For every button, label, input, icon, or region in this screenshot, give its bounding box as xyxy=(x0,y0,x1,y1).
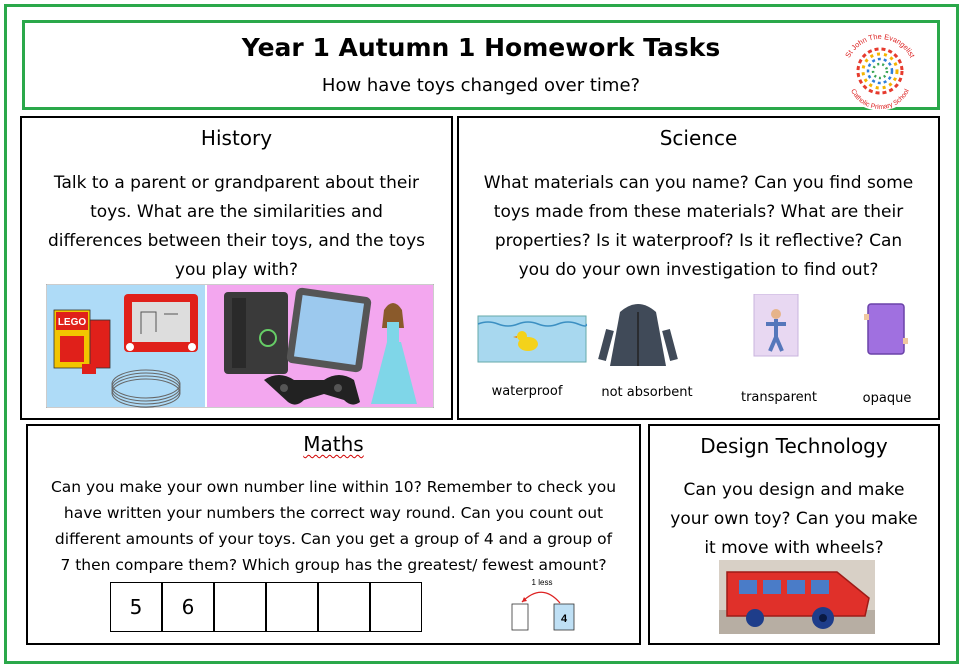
opaque-sheet-icon xyxy=(864,304,908,354)
history-line: differences between their toys, and the toys xyxy=(48,231,425,251)
science-line: What materials can you name? Can you find some xyxy=(483,173,914,193)
dt-text xyxy=(654,476,934,563)
material-label-waterproof: waterproof xyxy=(491,384,563,399)
school-logo xyxy=(838,29,922,113)
history-line: toys. What are the similarities and xyxy=(90,202,383,222)
history-line: Talk to a parent or grandparent about their xyxy=(53,173,420,193)
svg-text:1 less: 1 less xyxy=(531,578,553,587)
transparent-sheet-icon xyxy=(754,294,798,356)
science-text xyxy=(463,169,934,285)
maths-heading: Maths xyxy=(303,432,364,456)
duck-in-water-icon xyxy=(478,316,586,362)
svg-text:St John The Evangelist: St John The Evangelist xyxy=(843,31,917,60)
toy-bus-image xyxy=(719,560,875,634)
science-line: you do your own investigation to find out? xyxy=(518,260,879,280)
number-line-cell xyxy=(370,582,422,632)
number-line-cell: 5 xyxy=(110,582,162,632)
number-line-cell xyxy=(318,582,370,632)
materials-images xyxy=(470,294,936,378)
number-line-cell: 6 xyxy=(162,582,214,632)
svg-text:LEGO: LEGO xyxy=(57,317,87,328)
dt-heading: Design Technology xyxy=(700,434,888,458)
history-toys-image xyxy=(46,284,434,408)
history-text xyxy=(26,169,447,285)
tablet-icon xyxy=(286,287,372,373)
raincoat-icon xyxy=(602,304,674,366)
material-label-not-absorbent: not absorbent xyxy=(601,385,693,400)
one-less-diagram xyxy=(502,576,582,636)
history-heading: History xyxy=(200,126,273,150)
maths-line: Can you make your own number line within 10? Remember to check you xyxy=(50,478,617,496)
material-label-transparent: transparent xyxy=(740,390,818,405)
science-heading: Science xyxy=(659,126,738,150)
header-box xyxy=(22,20,940,110)
lego-box-icon xyxy=(54,310,110,374)
arrow-icon xyxy=(522,592,560,603)
maths-text xyxy=(32,474,635,578)
history-line: you play with? xyxy=(174,260,299,280)
science-line: toys made from these materials? What are their xyxy=(493,202,904,222)
page-subtitle: How have toys changed over time? xyxy=(321,75,641,96)
material-label-opaque: opaque xyxy=(862,391,912,406)
dt-line: it move with wheels? xyxy=(704,538,884,558)
svg-text:Catholic Primary School: Catholic Primary School xyxy=(849,88,911,112)
number-line-cell xyxy=(214,582,266,632)
maths-line: different amounts of your toys. Can you get a group of 4 and a group of xyxy=(54,530,613,548)
page-title: Year 1 Autumn 1 Homework Tasks xyxy=(241,33,721,62)
number-line-cell xyxy=(266,582,318,632)
dt-line: your own toy? Can you make xyxy=(670,509,918,529)
game-console-icon xyxy=(224,292,288,374)
maths-line: have written your numbers the correct way round. Can you count out xyxy=(63,504,604,522)
etch-a-sketch-icon xyxy=(124,294,198,352)
science-line: properties? Is it waterproof? Is it reflective? Can xyxy=(494,231,903,251)
dt-line: Can you design and make xyxy=(683,480,905,500)
svg-text:4: 4 xyxy=(560,613,568,625)
maths-line: 7 then compare them? Which group has the greatest/ fewest amount? xyxy=(60,556,607,574)
